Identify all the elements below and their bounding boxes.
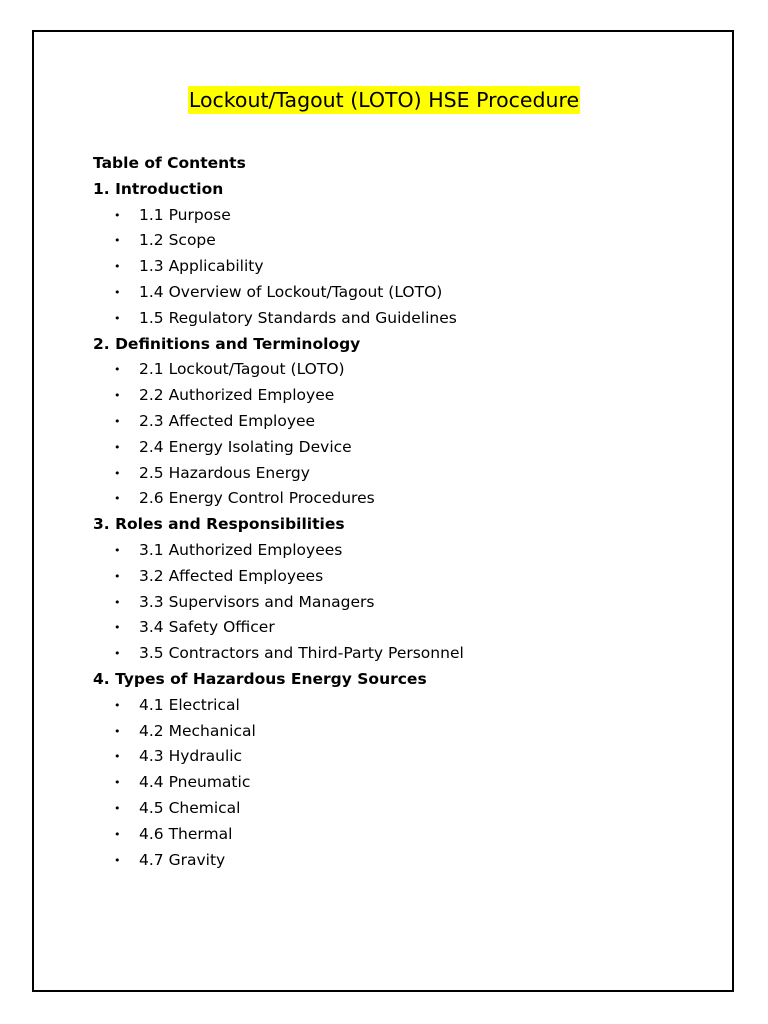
toc-item-3-2 — [93, 564, 713, 590]
bullet-icon: • — [114, 285, 121, 299]
toc-item-label: 1.3 Applicability — [139, 257, 264, 276]
bullet-icon: • — [114, 389, 121, 403]
table-of-contents — [93, 151, 713, 873]
toc-item-4-1 — [93, 693, 713, 719]
section-2-items — [93, 357, 713, 512]
toc-item-label: 2.6 Energy Control Procedures — [139, 489, 375, 508]
toc-item-2-1 — [93, 357, 713, 383]
toc-item-4-3 — [93, 744, 713, 770]
toc-item-label: 2.3 Affected Employee — [139, 411, 316, 430]
bullet-icon: • — [114, 853, 121, 867]
toc-item-4-5 — [93, 796, 713, 822]
toc-item-3-3 — [93, 590, 713, 616]
bullet-icon: • — [114, 801, 121, 815]
toc-item-label: 2.4 Energy Isolating Device — [139, 437, 352, 456]
toc-item-label: 4.5 Chemical — [139, 798, 241, 817]
toc-item-label: 4.1 Electrical — [139, 695, 240, 714]
section-heading-2: 2. Definitions and Terminology — [93, 334, 361, 353]
bullet-icon: • — [114, 440, 121, 454]
toc-item-4-7 — [93, 848, 713, 874]
toc-item-label: 2.2 Authorized Employee — [139, 386, 335, 405]
bullet-icon: • — [114, 311, 121, 325]
bullet-icon: • — [114, 234, 121, 248]
bullet-icon: • — [114, 621, 121, 635]
toc-item-1-3 — [93, 254, 713, 280]
toc-item-label: 3.4 Safety Officer — [139, 618, 275, 637]
bullet-icon: • — [114, 724, 121, 738]
toc-item-label: 1.1 Purpose — [139, 205, 231, 224]
toc-item-2-2 — [93, 383, 713, 409]
bullet-icon: • — [114, 492, 121, 506]
bullet-icon: • — [114, 543, 121, 557]
toc-item-label: 4.6 Thermal — [139, 824, 233, 843]
toc-item-label: 2.1 Lockout/Tagout (LOTO) — [139, 360, 345, 379]
toc-item-label: 4.7 Gravity — [139, 850, 226, 869]
toc-item-label: 1.2 Scope — [139, 231, 216, 250]
toc-item-2-4 — [93, 435, 713, 461]
section-heading-3: 3. Roles and Responsibilities — [93, 515, 345, 534]
bullet-icon: • — [114, 414, 121, 428]
toc-item-label: 1.4 Overview of Lockout/Tagout (LOTO) — [139, 282, 443, 301]
title-container — [0, 86, 768, 114]
toc-item-3-4 — [93, 615, 713, 641]
bullet-icon: • — [114, 750, 121, 764]
bullet-icon: • — [114, 647, 121, 661]
bullet-icon: • — [114, 363, 121, 377]
bullet-icon: • — [114, 466, 121, 480]
toc-item-label: 3.3 Supervisors and Managers — [139, 592, 375, 611]
toc-item-3-1 — [93, 538, 713, 564]
bullet-icon: • — [114, 595, 121, 609]
toc-item-label: 4.4 Pneumatic — [139, 773, 251, 792]
bullet-icon: • — [114, 260, 121, 274]
bullet-icon: • — [114, 208, 121, 222]
toc-item-4-4 — [93, 770, 713, 796]
toc-item-3-5 — [93, 641, 713, 667]
bullet-icon: • — [114, 569, 121, 583]
toc-item-4-6 — [93, 822, 713, 848]
toc-item-label: 3.2 Affected Employees — [139, 566, 324, 585]
toc-item-1-4 — [93, 280, 713, 306]
bullet-icon: • — [114, 827, 121, 841]
toc-sections — [93, 177, 713, 874]
toc-item-label: 3.1 Authorized Employees — [139, 540, 343, 559]
bullet-icon: • — [114, 698, 121, 712]
toc-item-label: 1.5 Regulatory Standards and Guidelines — [139, 308, 457, 327]
toc-item-label: 4.2 Mechanical — [139, 721, 256, 740]
toc-heading: Table of Contents — [93, 154, 246, 172]
section-4-items — [93, 693, 713, 874]
toc-item-4-2 — [93, 719, 713, 745]
toc-item-1-1 — [93, 203, 713, 229]
bullet-icon: • — [114, 776, 121, 790]
toc-item-2-3 — [93, 409, 713, 435]
toc-item-2-6 — [93, 486, 713, 512]
section-heading-1: 1. Introduction — [93, 179, 224, 198]
section-1-items — [93, 203, 713, 332]
toc-item-label: 4.3 Hydraulic — [139, 747, 243, 766]
toc-item-label: 2.5 Hazardous Energy — [139, 463, 310, 482]
section-heading-4: 4. Types of Hazardous Energy Sources — [93, 669, 427, 688]
document-title: Lockout/Tagout (LOTO) HSE Procedure — [188, 88, 580, 112]
section-3-items — [93, 538, 713, 667]
toc-item-1-2 — [93, 228, 713, 254]
toc-item-2-5 — [93, 461, 713, 487]
toc-item-1-5 — [93, 306, 713, 332]
toc-item-label: 3.5 Contractors and Third-Party Personnel — [139, 644, 464, 663]
